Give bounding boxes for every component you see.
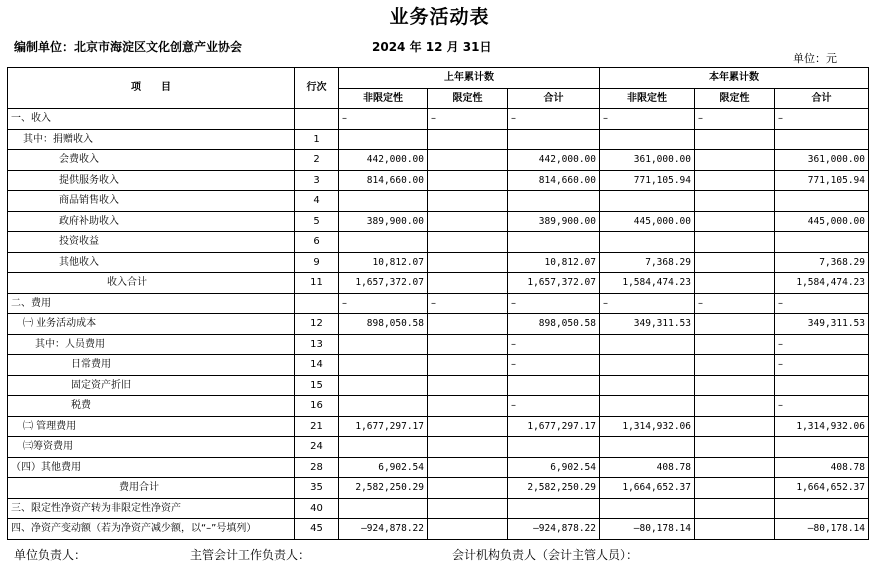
cell-curr-unrestricted: 7,368.29 — [600, 252, 695, 273]
cell-curr-total: 408.78 — [775, 457, 869, 478]
cell-curr-restricted: – — [695, 293, 775, 314]
cell-curr-total: 1,584,474.23 — [775, 273, 869, 294]
table-row — [8, 293, 869, 314]
cell-prev-unrestricted — [339, 396, 428, 417]
table-row — [8, 437, 869, 458]
cell-curr-total: –80,178.14 — [775, 519, 869, 540]
cell-prev-restricted — [428, 457, 508, 478]
cell-curr-total — [775, 129, 869, 150]
table-body — [8, 109, 869, 540]
cell-prev-restricted — [428, 396, 508, 417]
cell-prev-restricted — [428, 498, 508, 519]
cell-curr-total: – — [775, 355, 869, 376]
cell-prev-restricted — [428, 334, 508, 355]
footer-accounting-org-head: 会计机构负责人（会计主管人员）： — [452, 548, 639, 562]
cell-prev-unrestricted — [339, 334, 428, 355]
header-curr-unrestricted: 非限定性 — [600, 88, 695, 109]
table-row — [8, 457, 869, 478]
row-label: ㈠ 业务活动成本 — [8, 314, 295, 335]
header-curr-total: 合计 — [775, 88, 869, 109]
cell-curr-total: 7,368.29 — [775, 252, 869, 273]
cell-prev-total: 389,900.00 — [508, 211, 600, 232]
row-line-no: 5 — [295, 211, 339, 232]
table-row — [8, 314, 869, 335]
table-row — [8, 273, 869, 294]
cell-curr-unrestricted — [600, 396, 695, 417]
header-line-no: 行次 — [295, 68, 339, 109]
row-label: 四、净资产变动额（若为净资产减少额，以“–”号填列） — [8, 519, 295, 540]
cell-curr-unrestricted — [600, 232, 695, 253]
cell-prev-unrestricted — [339, 437, 428, 458]
row-label: 其中：捐赠收入 — [8, 129, 295, 150]
row-label: 提供服务收入 — [8, 170, 295, 191]
cell-prev-total: 898,050.58 — [508, 314, 600, 335]
table-row — [8, 519, 869, 540]
cell-curr-total: – — [775, 396, 869, 417]
cell-curr-total: 1,664,652.37 — [775, 478, 869, 499]
table-row — [8, 498, 869, 519]
cell-curr-total — [775, 232, 869, 253]
cell-curr-unrestricted — [600, 191, 695, 212]
cell-prev-total: 6,902.54 — [508, 457, 600, 478]
header-prev-unrestricted: 非限定性 — [339, 88, 428, 109]
cell-curr-restricted — [695, 273, 775, 294]
cell-curr-unrestricted: –80,178.14 — [600, 519, 695, 540]
cell-prev-restricted — [428, 170, 508, 191]
cell-curr-restricted — [695, 355, 775, 376]
cell-curr-unrestricted — [600, 437, 695, 458]
row-label: 一、收入 — [8, 109, 295, 130]
footer-accounting-head: 主管会计工作负责人： — [190, 548, 311, 562]
currency-unit: 单位：元 — [793, 52, 837, 65]
cell-curr-total: 1,314,932.06 — [775, 416, 869, 437]
row-line-no: 13 — [295, 334, 339, 355]
cell-prev-total: 10,812.07 — [508, 252, 600, 273]
cell-curr-unrestricted: 1,584,474.23 — [600, 273, 695, 294]
table-row — [8, 396, 869, 417]
cell-curr-restricted — [695, 498, 775, 519]
row-line-no: 40 — [295, 498, 339, 519]
report-title: 业务活动表 — [389, 6, 490, 28]
table-row — [8, 150, 869, 171]
cell-prev-restricted — [428, 437, 508, 458]
header-prev-restricted: 限定性 — [428, 88, 508, 109]
cell-prev-restricted — [428, 416, 508, 437]
cell-prev-unrestricted: 389,900.00 — [339, 211, 428, 232]
cell-prev-restricted — [428, 375, 508, 396]
row-label: 政府补助收入 — [8, 211, 295, 232]
cell-prev-unrestricted — [339, 129, 428, 150]
cell-curr-unrestricted: – — [600, 293, 695, 314]
organization-label: 编制单位：北京市海淀区文化创意产业协会 — [14, 40, 243, 54]
cell-prev-restricted — [428, 478, 508, 499]
cell-prev-restricted — [428, 191, 508, 212]
cell-prev-restricted: – — [428, 109, 508, 130]
report-date: 2024 年 12 月 31日 — [372, 40, 492, 54]
cell-prev-restricted — [428, 314, 508, 335]
cell-prev-unrestricted — [339, 498, 428, 519]
cell-prev-unrestricted: 898,050.58 — [339, 314, 428, 335]
row-line-no: 11 — [295, 273, 339, 294]
table-row — [8, 211, 869, 232]
table-row — [8, 355, 869, 376]
cell-prev-restricted — [428, 519, 508, 540]
row-label: 费用合计 — [8, 478, 295, 499]
row-line-no: 4 — [295, 191, 339, 212]
row-line-no: 15 — [295, 375, 339, 396]
cell-curr-restricted — [695, 150, 775, 171]
cell-curr-restricted — [695, 314, 775, 335]
cell-curr-total — [775, 498, 869, 519]
cell-prev-restricted: – — [428, 293, 508, 314]
cell-curr-restricted — [695, 191, 775, 212]
header-curr-year: 本年累计数 — [600, 68, 869, 89]
cell-curr-restricted: – — [695, 109, 775, 130]
row-line-no: 45 — [295, 519, 339, 540]
cell-prev-unrestricted — [339, 232, 428, 253]
cell-curr-unrestricted: 771,105.94 — [600, 170, 695, 191]
cell-prev-unrestricted: – — [339, 109, 428, 130]
header-item: 项 目 — [8, 68, 295, 109]
row-label: 其中：人员费用 — [8, 334, 295, 355]
activity-statement-table — [7, 67, 869, 540]
row-line-no: 16 — [295, 396, 339, 417]
header-prev-total: 合计 — [508, 88, 600, 109]
table-row — [8, 232, 869, 253]
cell-prev-total: 814,660.00 — [508, 170, 600, 191]
cell-prev-total — [508, 375, 600, 396]
cell-prev-restricted — [428, 355, 508, 376]
cell-prev-unrestricted — [339, 355, 428, 376]
cell-prev-restricted — [428, 232, 508, 253]
row-line-no: 3 — [295, 170, 339, 191]
row-line-no: 12 — [295, 314, 339, 335]
table-row — [8, 129, 869, 150]
row-line-no: 6 — [295, 232, 339, 253]
cell-curr-unrestricted — [600, 129, 695, 150]
cell-curr-restricted — [695, 170, 775, 191]
cell-prev-unrestricted: 1,657,372.07 — [339, 273, 428, 294]
row-label: 其他收入 — [8, 252, 295, 273]
cell-prev-restricted — [428, 273, 508, 294]
row-line-no — [295, 109, 339, 130]
cell-curr-unrestricted — [600, 334, 695, 355]
row-label: 投资收益 — [8, 232, 295, 253]
row-line-no: 28 — [295, 457, 339, 478]
row-label: 三、限定性净资产转为非限定性净资产 — [8, 498, 295, 519]
row-line-no: 24 — [295, 437, 339, 458]
cell-curr-unrestricted: – — [600, 109, 695, 130]
row-line-no: 9 — [295, 252, 339, 273]
cell-curr-unrestricted: 445,000.00 — [600, 211, 695, 232]
row-label: ㈢筹资费用 — [8, 437, 295, 458]
cell-prev-total — [508, 129, 600, 150]
cell-prev-restricted — [428, 211, 508, 232]
footer-unit-head: 单位负责人： — [14, 548, 87, 562]
cell-prev-total: 1,657,372.07 — [508, 273, 600, 294]
cell-prev-total: 442,000.00 — [508, 150, 600, 171]
cell-prev-restricted — [428, 252, 508, 273]
table-row — [8, 170, 869, 191]
cell-prev-total: 2,582,250.29 — [508, 478, 600, 499]
row-label: 日常费用 — [8, 355, 295, 376]
cell-curr-restricted — [695, 129, 775, 150]
cell-curr-total: – — [775, 334, 869, 355]
cell-curr-total: – — [775, 293, 869, 314]
cell-prev-restricted — [428, 150, 508, 171]
row-label: 税费 — [8, 396, 295, 417]
cell-curr-total: 361,000.00 — [775, 150, 869, 171]
cell-prev-total — [508, 498, 600, 519]
cell-curr-restricted — [695, 478, 775, 499]
cell-curr-restricted — [695, 211, 775, 232]
cell-prev-unrestricted: 1,677,297.17 — [339, 416, 428, 437]
cell-prev-unrestricted: 814,660.00 — [339, 170, 428, 191]
cell-prev-total — [508, 191, 600, 212]
row-line-no: 1 — [295, 129, 339, 150]
row-line-no: 14 — [295, 355, 339, 376]
cell-prev-unrestricted — [339, 191, 428, 212]
row-label: 固定资产折旧 — [8, 375, 295, 396]
cell-curr-total: 445,000.00 — [775, 211, 869, 232]
cell-prev-total — [508, 232, 600, 253]
row-label: （四）其他费用 — [8, 457, 295, 478]
cell-curr-total — [775, 437, 869, 458]
table-row — [8, 252, 869, 273]
cell-curr-restricted — [695, 252, 775, 273]
cell-prev-unrestricted: 10,812.07 — [339, 252, 428, 273]
cell-curr-restricted — [695, 232, 775, 253]
cell-prev-total: 1,677,297.17 — [508, 416, 600, 437]
row-line-no — [295, 293, 339, 314]
cell-prev-total: – — [508, 293, 600, 314]
header-prev-year: 上年累计数 — [339, 68, 600, 89]
cell-curr-restricted — [695, 375, 775, 396]
cell-curr-unrestricted — [600, 355, 695, 376]
cell-prev-unrestricted: 2,582,250.29 — [339, 478, 428, 499]
cell-curr-restricted — [695, 457, 775, 478]
cell-prev-restricted — [428, 129, 508, 150]
row-label: ㈡ 管理费用 — [8, 416, 295, 437]
row-label: 会费收入 — [8, 150, 295, 171]
cell-prev-total — [508, 437, 600, 458]
cell-prev-unrestricted — [339, 375, 428, 396]
cell-curr-total — [775, 375, 869, 396]
cell-curr-restricted — [695, 396, 775, 417]
cell-curr-unrestricted — [600, 498, 695, 519]
cell-curr-total: – — [775, 109, 869, 130]
row-line-no: 21 — [295, 416, 339, 437]
cell-curr-total: 349,311.53 — [775, 314, 869, 335]
cell-curr-restricted — [695, 437, 775, 458]
cell-curr-total: 771,105.94 — [775, 170, 869, 191]
row-line-no: 2 — [295, 150, 339, 171]
header-curr-restricted: 限定性 — [695, 88, 775, 109]
row-line-no: 35 — [295, 478, 339, 499]
cell-curr-unrestricted: 349,311.53 — [600, 314, 695, 335]
cell-curr-restricted — [695, 416, 775, 437]
cell-prev-total: –924,878.22 — [508, 519, 600, 540]
cell-curr-restricted — [695, 519, 775, 540]
cell-curr-restricted — [695, 334, 775, 355]
cell-curr-unrestricted: 1,664,652.37 — [600, 478, 695, 499]
table-row — [8, 191, 869, 212]
cell-prev-unrestricted: –924,878.22 — [339, 519, 428, 540]
table-row — [8, 416, 869, 437]
cell-curr-unrestricted — [600, 375, 695, 396]
table-row — [8, 375, 869, 396]
cell-prev-unrestricted: 6,902.54 — [339, 457, 428, 478]
cell-curr-total — [775, 191, 869, 212]
row-label: 商品销售收入 — [8, 191, 295, 212]
table-row — [8, 478, 869, 499]
cell-prev-unrestricted: 442,000.00 — [339, 150, 428, 171]
cell-curr-unrestricted: 1,314,932.06 — [600, 416, 695, 437]
cell-prev-total: – — [508, 396, 600, 417]
cell-prev-total: – — [508, 109, 600, 130]
cell-curr-unrestricted: 361,000.00 — [600, 150, 695, 171]
row-label: 收入合计 — [8, 273, 295, 294]
cell-prev-unrestricted: – — [339, 293, 428, 314]
cell-curr-unrestricted: 408.78 — [600, 457, 695, 478]
cell-prev-total: – — [508, 334, 600, 355]
cell-prev-total: – — [508, 355, 600, 376]
row-label: 二、费用 — [8, 293, 295, 314]
table-row — [8, 109, 869, 130]
table-row — [8, 334, 869, 355]
